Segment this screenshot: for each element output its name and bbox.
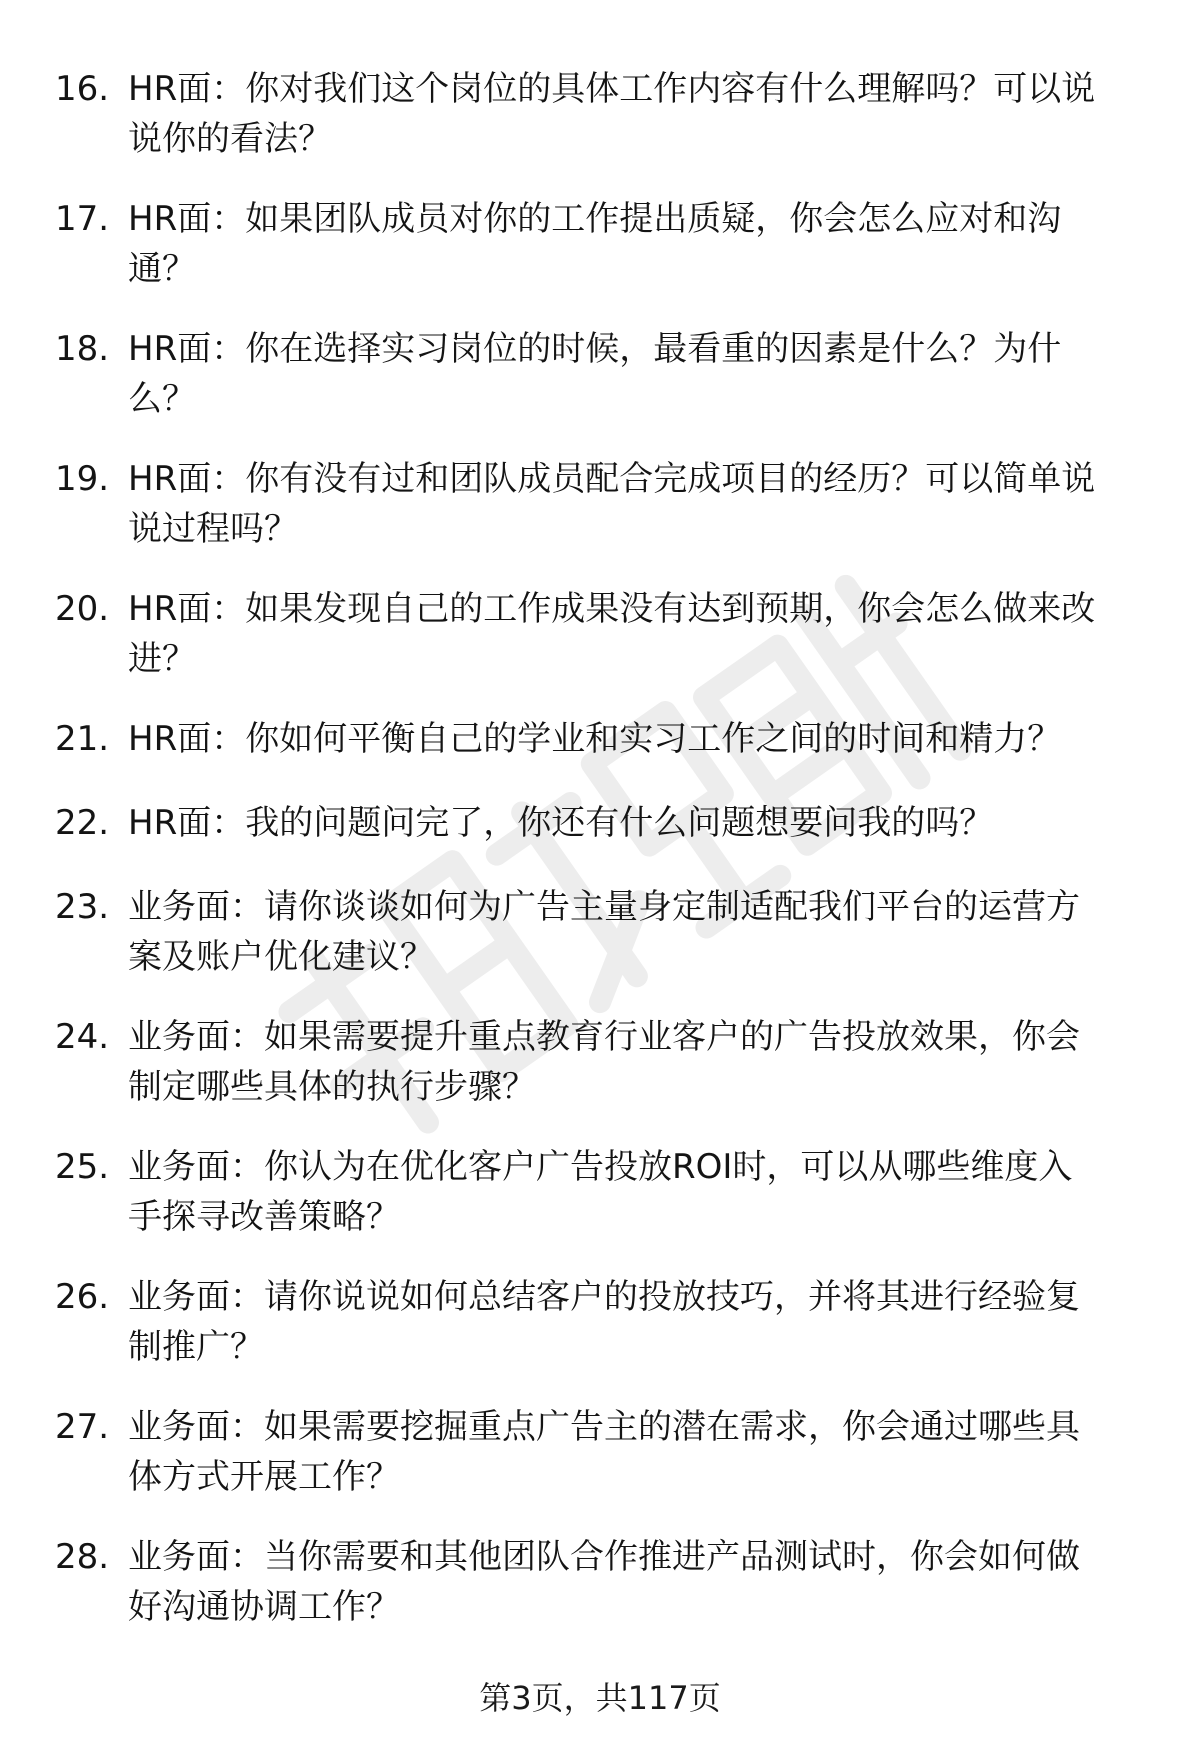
question-number: 25. [55, 1147, 110, 1187]
question-item [0, 184, 1200, 314]
question-text: 业务面：如果需要挖掘重点广告主的潜在需求，你会通过哪些具 体方式开展工作？ [128, 1407, 1080, 1497]
question-item [0, 704, 1200, 788]
question-number: 17. [55, 199, 110, 239]
question-number: 28. [55, 1537, 110, 1577]
question-item [0, 1522, 1200, 1652]
question-text: HR面：你对我们这个岗位的具体工作内容有什么理解吗？可以说 说你的看法？ [128, 69, 1096, 159]
question-item [0, 444, 1200, 574]
question-item [0, 1132, 1200, 1262]
question-item [0, 1262, 1200, 1392]
question-item [0, 788, 1200, 872]
question-number: 20. [55, 589, 110, 629]
question-number: 19. [55, 459, 110, 499]
question-text: 业务面：请你说说如何总结客户的投放技巧，并将其进行经验复 制推广？ [128, 1277, 1080, 1367]
question-number: 27. [55, 1407, 110, 1447]
question-item [0, 54, 1200, 184]
question-list [0, 54, 1200, 1652]
question-item [0, 574, 1200, 704]
question-text: HR面：我的问题问完了，你还有什么问题想要问我的吗？ [128, 803, 994, 843]
question-text: HR面：你如何平衡自己的学业和实习工作之间的时间和精力？ [128, 719, 1062, 759]
question-number: 22. [55, 803, 110, 843]
question-text: HR面：如果发现自己的工作成果没有达到预期，你会怎么做来改 进？ [128, 589, 1096, 679]
question-text: HR面：你在选择实习岗位的时候，最看重的因素是什么？为什 么？ [128, 329, 1062, 419]
question-item [0, 1002, 1200, 1132]
question-item [0, 1392, 1200, 1522]
question-number: 23. [55, 887, 110, 927]
question-text: 业务面：你认为在优化客户广告投放ROI时，可以从哪些维度入 手探寻改善策略？ [128, 1147, 1073, 1237]
question-item [0, 872, 1200, 1002]
question-item [0, 314, 1200, 444]
question-number: 18. [55, 329, 110, 369]
question-text: HR面：如果团队成员对你的工作提出质疑，你会怎么应对和沟 通？ [128, 199, 1062, 289]
question-number: 26. [55, 1277, 110, 1317]
question-text: 业务面：如果需要提升重点教育行业客户的广告投放效果，你会 制定哪些具体的执行步骤？ [128, 1017, 1080, 1107]
page-number-footer: 第3页，共117页 [479, 1679, 721, 1717]
question-number: 16. [55, 69, 110, 109]
question-text: 业务面：请你谈谈如何为广告主量身定制适配我们平台的运营方 案及账户优化建议？ [128, 887, 1080, 977]
question-text: HR面：你有没有过和团队成员配合完成项目的经历？可以简单说 说过程吗？ [128, 459, 1096, 549]
question-number: 21. [55, 719, 110, 759]
question-text: 业务面：当你需要和其他团队合作推进产品测试时，你会如何做 好沟通协调工作？ [128, 1537, 1080, 1627]
question-number: 24. [55, 1017, 110, 1057]
